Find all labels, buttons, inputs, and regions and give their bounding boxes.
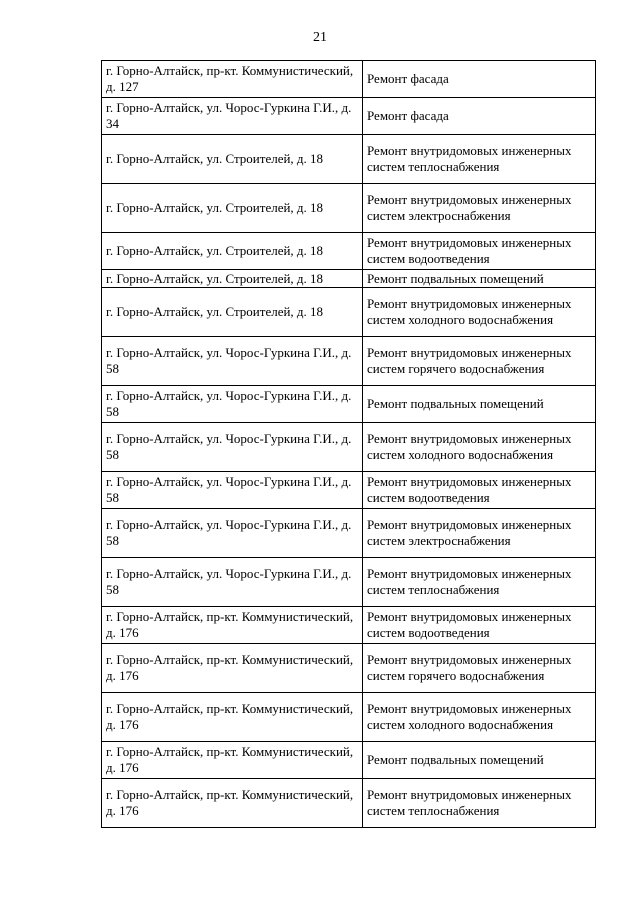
address-cell: г. Горно-Алтайск, ул. Чорос-Гуркина Г.И., д. 58: [102, 472, 363, 509]
work-type-cell: Ремонт внутридомовых инженерных систем теплоснабжения: [363, 135, 596, 184]
work-type-cell: Ремонт внутридомовых инженерных систем электроснабжения: [363, 509, 596, 558]
table-row: [102, 288, 596, 337]
work-type-cell: Ремонт внутридомовых инженерных систем холодного водоснабжения: [363, 693, 596, 742]
work-type-cell: Ремонт фасада: [363, 98, 596, 135]
work-type-cell: Ремонт внутридомовых инженерных систем горячего водоснабжения: [363, 644, 596, 693]
work-type-cell: Ремонт внутридомовых инженерных систем водоотведения: [363, 472, 596, 509]
address-cell: г. Горно-Алтайск, ул. Строителей, д. 18: [102, 135, 363, 184]
address-cell: г. Горно-Алтайск, пр-кт. Коммунистический, д. 127: [102, 61, 363, 98]
table-row: [102, 98, 596, 135]
address-cell: г. Горно-Алтайск, ул. Чорос-Гуркина Г.И., д. 58: [102, 337, 363, 386]
table-row: [102, 644, 596, 693]
address-cell: г. Горно-Алтайск, ул. Чорос-Гуркина Г.И., д. 58: [102, 509, 363, 558]
table-row: [102, 607, 596, 644]
table-row: [102, 693, 596, 742]
address-cell: г. Горно-Алтайск, ул. Строителей, д. 18: [102, 288, 363, 337]
table-row: [102, 135, 596, 184]
table-row: [102, 423, 596, 472]
work-type-cell: Ремонт внутридомовых инженерных систем теплоснабжения: [363, 558, 596, 607]
table-row: [102, 61, 596, 98]
table-row: [102, 742, 596, 779]
table-row: [102, 558, 596, 607]
table-row: [102, 337, 596, 386]
address-cell: г. Горно-Алтайск, пр-кт. Коммунистический, д. 176: [102, 607, 363, 644]
work-type-cell: Ремонт внутридомовых инженерных систем водоотведения: [363, 607, 596, 644]
table-row: [102, 472, 596, 509]
works-table-body: [102, 61, 596, 828]
table-row: [102, 184, 596, 233]
work-type-cell: Ремонт внутридомовых инженерных систем горячего водоснабжения: [363, 337, 596, 386]
work-type-cell: Ремонт внутридомовых инженерных систем холодного водоснабжения: [363, 423, 596, 472]
table-row: [102, 233, 596, 270]
address-cell: г. Горно-Алтайск, пр-кт. Коммунистический, д. 176: [102, 779, 363, 828]
address-cell: г. Горно-Алтайск, ул. Строителей, д. 18: [102, 233, 363, 270]
address-cell: г. Горно-Алтайск, ул. Чорос-Гуркина Г.И., д. 58: [102, 423, 363, 472]
address-cell: г. Горно-Алтайск, ул. Чорос-Гуркина Г.И., д. 58: [102, 386, 363, 423]
address-cell: г. Горно-Алтайск, пр-кт. Коммунистический, д. 176: [102, 644, 363, 693]
work-type-cell: Ремонт подвальных помещений: [363, 386, 596, 423]
table-row: [102, 270, 596, 288]
work-type-cell: Ремонт внутридомовых инженерных систем холодного водоснабжения: [363, 288, 596, 337]
page-number: 21: [313, 30, 327, 45]
work-type-cell: Ремонт фасада: [363, 61, 596, 98]
address-cell: г. Горно-Алтайск, пр-кт. Коммунистический, д. 176: [102, 693, 363, 742]
address-cell: г. Горно-Алтайск, ул. Строителей, д. 18: [102, 270, 363, 288]
table-row: [102, 386, 596, 423]
works-table: [101, 60, 596, 828]
table-row: [102, 509, 596, 558]
work-type-cell: Ремонт подвальных помещений: [363, 742, 596, 779]
address-cell: г. Горно-Алтайск, ул. Строителей, д. 18: [102, 184, 363, 233]
address-cell: г. Горно-Алтайск, пр-кт. Коммунистический, д. 176: [102, 742, 363, 779]
address-cell: г. Горно-Алтайск, ул. Чорос-Гуркина Г.И., д. 58: [102, 558, 363, 607]
table-row: [102, 779, 596, 828]
work-type-cell: Ремонт внутридомовых инженерных систем теплоснабжения: [363, 779, 596, 828]
work-type-cell: Ремонт внутридомовых инженерных систем электроснабжения: [363, 184, 596, 233]
work-type-cell: Ремонт внутридомовых инженерных систем водоотведения: [363, 233, 596, 270]
work-type-cell: Ремонт подвальных помещений: [363, 270, 596, 288]
address-cell: г. Горно-Алтайск, ул. Чорос-Гуркина Г.И., д. 34: [102, 98, 363, 135]
